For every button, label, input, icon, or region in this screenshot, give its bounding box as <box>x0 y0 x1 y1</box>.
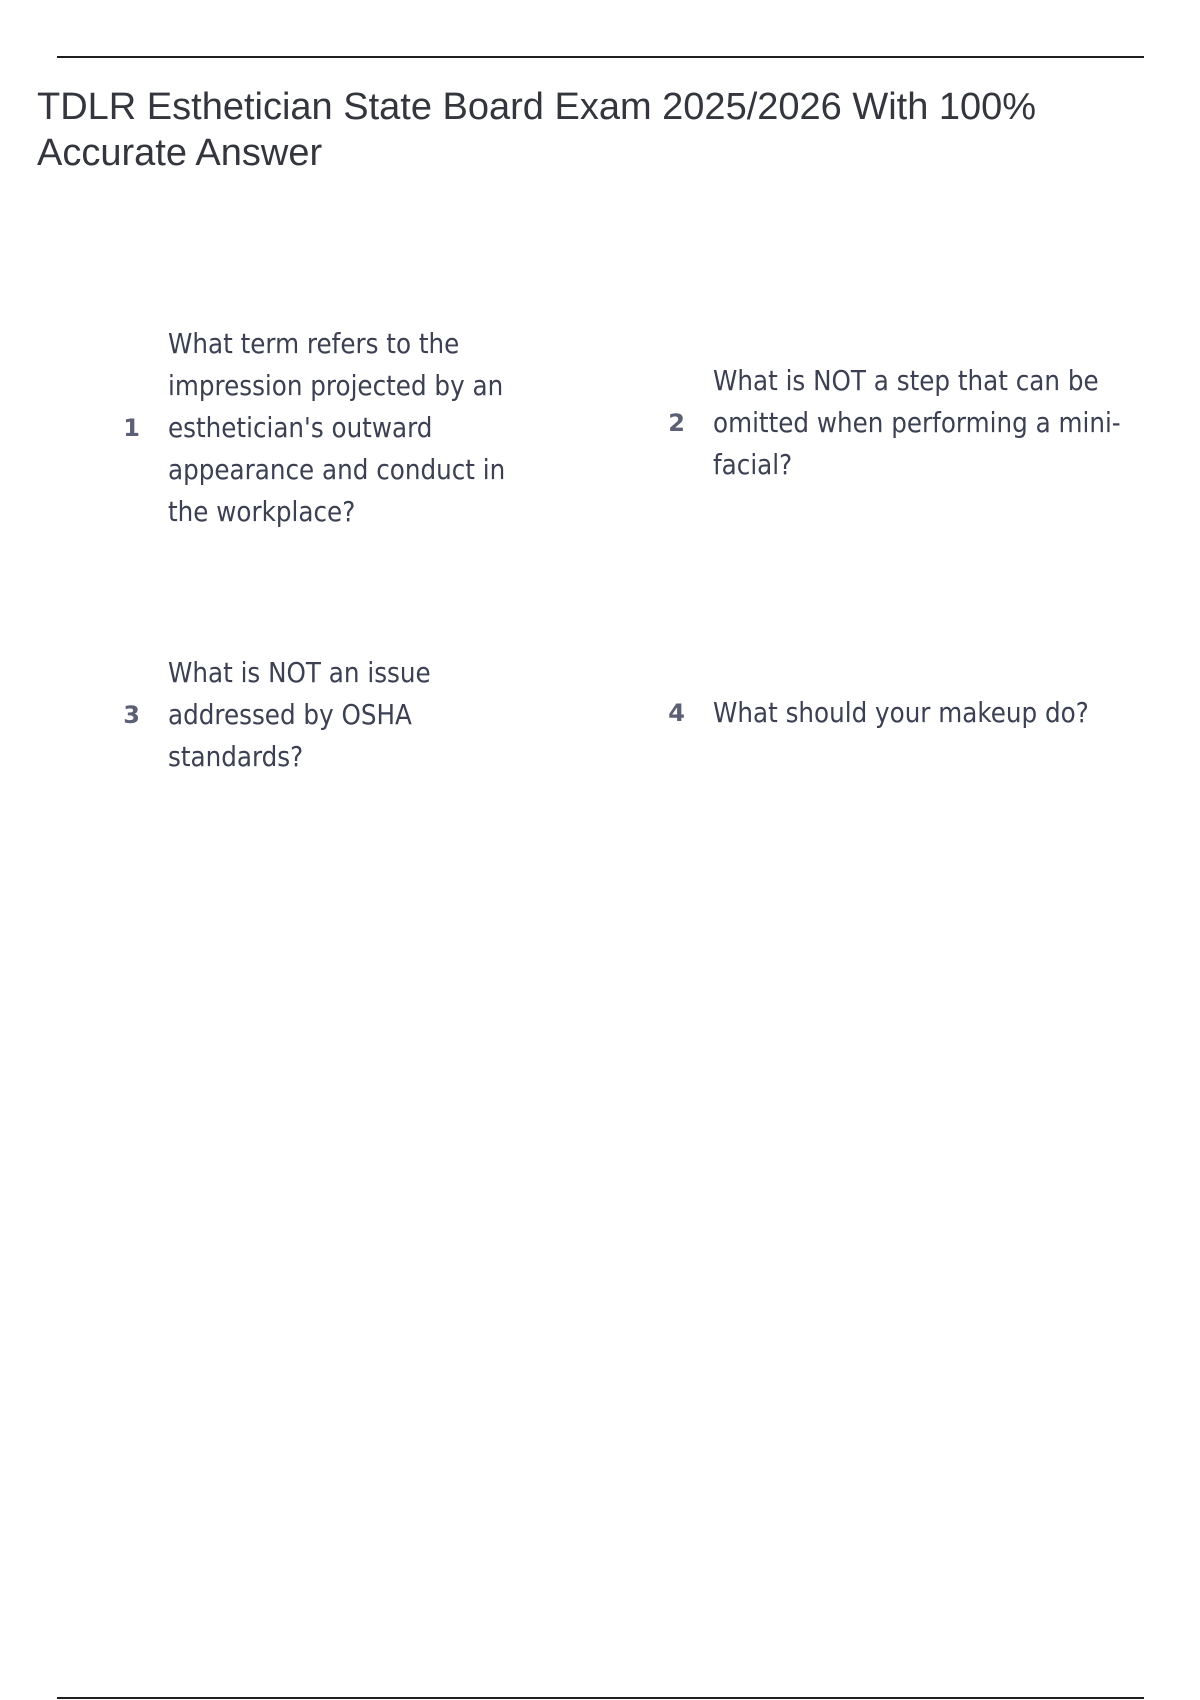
question-number: 4 <box>668 698 685 727</box>
question-number: 1 <box>123 413 140 442</box>
question-card-2 <box>645 360 1183 485</box>
question-text: What should your makeup do? <box>713 695 1089 729</box>
bottom-divider <box>57 1697 1144 1699</box>
question-text: What is NOT an issue addressed by OSHA standards? <box>168 656 431 773</box>
question-card-4 <box>645 685 1183 740</box>
question-text: What term refers to the impression projected by an esthetician's outward appearance and conduct in the workplace? <box>168 326 506 528</box>
question-card-1 <box>100 300 563 555</box>
question-number: 2 <box>668 408 685 437</box>
question-number: 3 <box>123 701 140 729</box>
question-text: What is NOT a step that can be omitted when performing a mini-facial? <box>713 363 1121 481</box>
question-card-3 <box>100 635 468 795</box>
document-title: TDLR Esthetician State Board Exam 2025/2026 With 100% Accurate Answer <box>37 86 1037 174</box>
top-divider <box>57 56 1144 58</box>
